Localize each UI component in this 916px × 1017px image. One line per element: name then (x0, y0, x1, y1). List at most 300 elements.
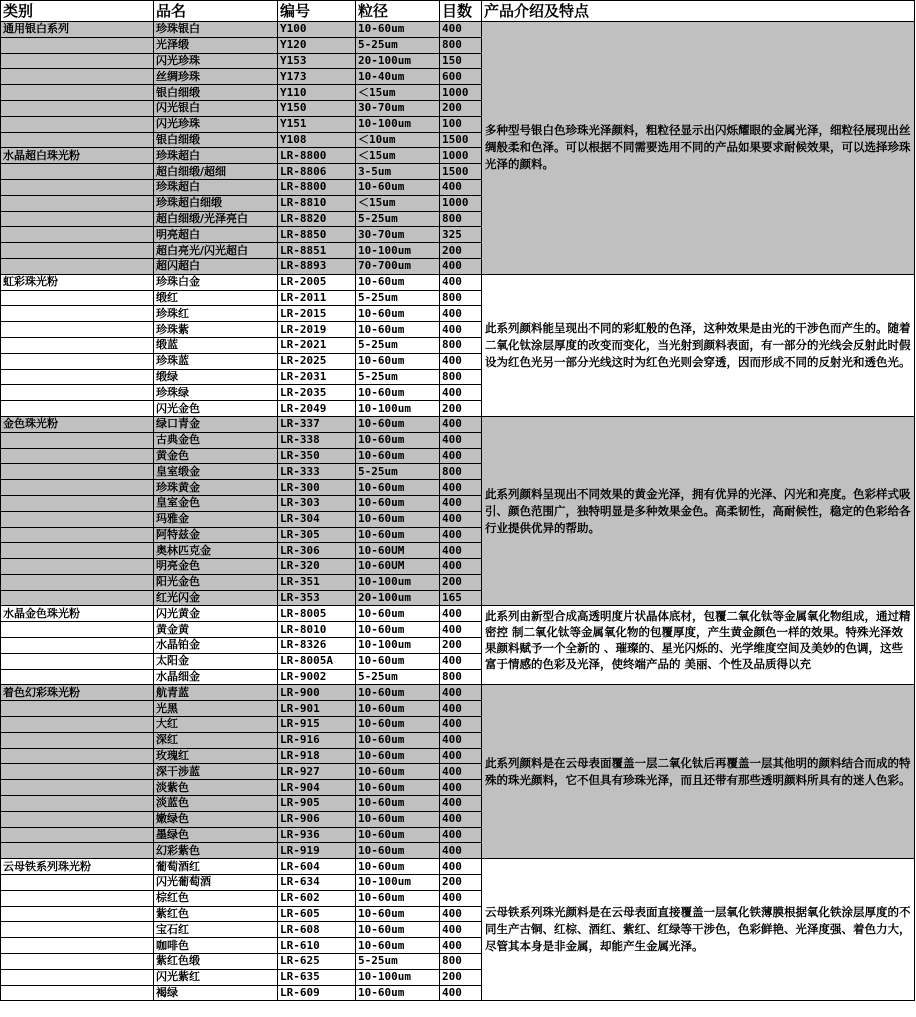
mesh-cell: 400 (440, 796, 482, 812)
mesh-cell: 400 (440, 495, 482, 511)
category-cell (1, 401, 154, 417)
category-cell: 金色珠光粉 (1, 416, 154, 432)
category-cell (1, 701, 154, 717)
particle-size-cell: 20-100um (356, 53, 440, 69)
mesh-cell: 1000 (440, 148, 482, 164)
table-row (1, 274, 915, 290)
category-cell (1, 732, 154, 748)
code-cell: LR-906 (278, 811, 356, 827)
category-cell: 水晶金色珠光粉 (1, 606, 154, 622)
code-cell: LR-2025 (278, 353, 356, 369)
mesh-cell: 800 (440, 669, 482, 685)
category-cell (1, 780, 154, 796)
category-cell (1, 764, 154, 780)
particle-size-cell: 10-60um (356, 22, 440, 38)
category-cell (1, 227, 154, 243)
mesh-cell: 400 (440, 811, 482, 827)
product-name-cell: 银白细缎 (154, 85, 278, 101)
header-code: 编号 (278, 1, 356, 22)
category-cell (1, 543, 154, 559)
mesh-cell: 1000 (440, 195, 482, 211)
description-cell: 此系列颜料是在云母表面覆盖一层二氧化钛后再覆盖一层其他明的颜料结合而成的特殊的珠光颜料，它不但具有珍珠光泽，而且还带有那些透明颜料所具有的迷人色彩。 (482, 685, 915, 859)
mesh-cell: 150 (440, 53, 482, 69)
mesh-cell: 600 (440, 69, 482, 85)
category-cell (1, 448, 154, 464)
product-name-cell: 阳光金色 (154, 574, 278, 590)
mesh-cell: 400 (440, 432, 482, 448)
particle-size-cell: 10-60UM (356, 543, 440, 559)
product-name-cell: 闪光紫红 (154, 969, 278, 985)
category-cell (1, 638, 154, 654)
header-description: 产品介绍及特点 (482, 1, 915, 22)
particle-size-cell: 10-60um (356, 780, 440, 796)
mesh-cell: 400 (440, 843, 482, 859)
product-name-cell: 紫红色缎 (154, 954, 278, 970)
product-name-cell: 珍珠绿 (154, 385, 278, 401)
mesh-cell: 400 (440, 511, 482, 527)
code-cell: LR-2011 (278, 290, 356, 306)
product-name-cell: 缎绿 (154, 369, 278, 385)
product-name-cell: 淡蓝色 (154, 796, 278, 812)
particle-size-cell: 5-25um (356, 464, 440, 480)
code-cell: LR-350 (278, 448, 356, 464)
particle-size-cell: ＜15um (356, 148, 440, 164)
code-cell: LR-337 (278, 416, 356, 432)
category-cell (1, 622, 154, 638)
mesh-cell: 800 (440, 337, 482, 353)
mesh-cell: 400 (440, 306, 482, 322)
mesh-cell: 400 (440, 717, 482, 733)
code-cell: LR-900 (278, 685, 356, 701)
category-cell (1, 811, 154, 827)
category-cell (1, 258, 154, 274)
mesh-cell: 800 (440, 290, 482, 306)
code-cell: LR-8005A (278, 653, 356, 669)
mesh-cell: 400 (440, 748, 482, 764)
particle-size-cell: 10-60um (356, 985, 440, 1001)
code-cell: LR-927 (278, 764, 356, 780)
product-name-cell: 奥林匹克金 (154, 543, 278, 559)
particle-size-cell: 10-60um (356, 890, 440, 906)
product-name-cell: 珍珠黄金 (154, 480, 278, 496)
product-name-cell: 超闪超白 (154, 258, 278, 274)
particle-size-cell: 5-25um (356, 290, 440, 306)
category-cell: 水晶超白珠光粉 (1, 148, 154, 164)
product-name-cell: 闪光银白 (154, 100, 278, 116)
mesh-cell: 400 (440, 890, 482, 906)
particle-size-cell: 10-60um (356, 432, 440, 448)
product-name-cell: 嫩绿色 (154, 811, 278, 827)
category-cell (1, 369, 154, 385)
mesh-cell: 800 (440, 369, 482, 385)
product-name-cell: 超白亮光/闪光超白 (154, 243, 278, 259)
code-cell: LR-9002 (278, 669, 356, 685)
product-name-cell: 皇室缎金 (154, 464, 278, 480)
code-cell: LR-610 (278, 938, 356, 954)
particle-size-cell: 10-60um (356, 685, 440, 701)
category-cell (1, 385, 154, 401)
category-cell (1, 37, 154, 53)
mesh-cell: 1500 (440, 132, 482, 148)
product-name-cell: 阿特兹金 (154, 527, 278, 543)
particle-size-cell: 10-60um (356, 843, 440, 859)
mesh-cell: 165 (440, 590, 482, 606)
product-name-cell: 缎红 (154, 290, 278, 306)
product-name-cell: 珍珠超白细缎 (154, 195, 278, 211)
code-cell: LR-2049 (278, 401, 356, 417)
code-cell: LR-936 (278, 827, 356, 843)
mesh-cell: 400 (440, 448, 482, 464)
product-name-cell: 珍珠超白 (154, 179, 278, 195)
mesh-cell: 400 (440, 559, 482, 575)
mesh-cell: 400 (440, 653, 482, 669)
category-cell (1, 985, 154, 1001)
code-cell: LR-918 (278, 748, 356, 764)
description-cell: 多种型号银白色珍珠光泽颜料，粗粒径显示出闪烁耀眼的金属光泽，细粒径展现出丝绸般柔和色泽。可以根据不同需要选用不同的产品如果要求耐候效果，可以选择珍珠光泽的颜料。 (482, 22, 915, 275)
code-cell: Y173 (278, 69, 356, 85)
category-cell (1, 495, 154, 511)
code-cell: Y150 (278, 100, 356, 116)
product-name-cell: 水晶细金 (154, 669, 278, 685)
particle-size-cell: 10-100um (356, 243, 440, 259)
category-cell (1, 843, 154, 859)
mesh-cell: 800 (440, 464, 482, 480)
description-cell: 此系列颜料呈现出不同效果的黄金光泽，拥有优异的光泽、闪光和亮度。色彩样式吸引、颜色范围广，独特明显是多种效果金色。高柔韧性，高耐候性，稳定的色彩给各行业提供优异的帮助。 (482, 416, 915, 606)
category-cell (1, 511, 154, 527)
product-name-cell: 明亮超白 (154, 227, 278, 243)
code-cell: Y153 (278, 53, 356, 69)
product-name-cell: 明亮金色 (154, 559, 278, 575)
particle-size-cell: 10-60um (356, 416, 440, 432)
mesh-cell: 400 (440, 922, 482, 938)
category-cell: 通用银白系列 (1, 22, 154, 38)
product-name-cell: 光黑 (154, 701, 278, 717)
product-name-cell: 珍珠紫 (154, 322, 278, 338)
product-name-cell: 褐绿 (154, 985, 278, 1001)
product-name-cell: 闪光黄金 (154, 606, 278, 622)
particle-size-cell: 10-60um (356, 322, 440, 338)
category-cell (1, 179, 154, 195)
mesh-cell: 400 (440, 258, 482, 274)
code-cell: LR-609 (278, 985, 356, 1001)
code-cell: LR-901 (278, 701, 356, 717)
mesh-cell: 400 (440, 322, 482, 338)
product-name-cell: 皇室金色 (154, 495, 278, 511)
code-cell: LR-604 (278, 859, 356, 875)
code-cell: LR-634 (278, 875, 356, 891)
category-cell (1, 875, 154, 891)
mesh-cell: 400 (440, 732, 482, 748)
particle-size-cell: 10-60UM (356, 559, 440, 575)
category-cell (1, 527, 154, 543)
particle-size-cell: 10-100um (356, 875, 440, 891)
product-name-cell: 超白细缎/超细 (154, 164, 278, 180)
header-mesh: 目数 (440, 1, 482, 22)
category-cell (1, 480, 154, 496)
code-cell: LR-320 (278, 559, 356, 575)
category-cell (1, 164, 154, 180)
product-name-cell: 深干涉蓝 (154, 764, 278, 780)
particle-size-cell: ＜15um (356, 85, 440, 101)
product-name-cell: 古典金色 (154, 432, 278, 448)
category-cell (1, 717, 154, 733)
product-name-cell: 闪光珍珠 (154, 53, 278, 69)
mesh-cell: 400 (440, 906, 482, 922)
particle-size-cell: ＜15um (356, 195, 440, 211)
category-cell (1, 322, 154, 338)
particle-size-cell: 10-60um (356, 385, 440, 401)
category-cell (1, 954, 154, 970)
particle-size-cell: 10-60um (356, 353, 440, 369)
mesh-cell: 400 (440, 622, 482, 638)
code-cell: LR-305 (278, 527, 356, 543)
mesh-cell: 400 (440, 985, 482, 1001)
category-cell (1, 69, 154, 85)
code-cell: LR-8850 (278, 227, 356, 243)
code-cell: LR-304 (278, 511, 356, 527)
product-name-cell: 玛雅金 (154, 511, 278, 527)
product-name-cell: 太阳金 (154, 653, 278, 669)
code-cell: LR-904 (278, 780, 356, 796)
product-name-cell: 珍珠蓝 (154, 353, 278, 369)
particle-size-cell: ＜10um (356, 132, 440, 148)
particle-size-cell: 10-60um (356, 732, 440, 748)
mesh-cell: 400 (440, 416, 482, 432)
description-cell: 此系列颜料能呈现出不同的彩虹般的色泽，这种效果是由光的干涉色而产生的。随着二氧化钛涂层厚度的改变而变化，当光射到颜料表面，有一部分的光线会反射此时假设为红色光另一部分光线这时为红色光则会穿透，因而形成不同的反射光和透色光。 (482, 274, 915, 416)
category-cell (1, 116, 154, 132)
code-cell: Y151 (278, 116, 356, 132)
mesh-cell: 400 (440, 543, 482, 559)
mesh-cell: 200 (440, 574, 482, 590)
code-cell: LR-2035 (278, 385, 356, 401)
description-cell: 云母铁系列珠光颜料是在云母表面直接覆盖一层氧化铁薄膜根据氧化铁涂层厚度的不同生产古铜、红棕、酒红、紫红、红绿等干涉色，色彩鲜艳、光泽度强、着色力大，尽管其本身是非金属，却能产生金属光泽。 (482, 859, 915, 1001)
particle-size-cell: 10-100um (356, 401, 440, 417)
code-cell: LR-2005 (278, 274, 356, 290)
category-cell (1, 653, 154, 669)
particle-size-cell: 10-60um (356, 622, 440, 638)
mesh-cell: 800 (440, 37, 482, 53)
particle-size-cell: 10-60um (356, 938, 440, 954)
code-cell: LR-303 (278, 495, 356, 511)
code-cell: LR-8005 (278, 606, 356, 622)
code-cell: Y120 (278, 37, 356, 53)
code-cell: LR-351 (278, 574, 356, 590)
particle-size-cell: 10-100um (356, 638, 440, 654)
code-cell: LR-8851 (278, 243, 356, 259)
mesh-cell: 400 (440, 859, 482, 875)
product-name-cell: 黄金色 (154, 448, 278, 464)
code-cell: LR-8806 (278, 164, 356, 180)
code-cell: LR-608 (278, 922, 356, 938)
product-name-cell: 超白细缎/光泽亮白 (154, 211, 278, 227)
product-name-cell: 黄金黄 (154, 622, 278, 638)
product-name-cell: 咖啡色 (154, 938, 278, 954)
code-cell: Y108 (278, 132, 356, 148)
category-cell (1, 195, 154, 211)
category-cell (1, 243, 154, 259)
category-cell (1, 211, 154, 227)
code-cell: Y100 (278, 22, 356, 38)
category-cell (1, 796, 154, 812)
particle-size-cell: 5-25um (356, 669, 440, 685)
code-cell: LR-905 (278, 796, 356, 812)
header-product-name: 品名 (154, 1, 278, 22)
mesh-cell: 200 (440, 243, 482, 259)
category-cell (1, 559, 154, 575)
particle-size-cell: 10-60um (356, 653, 440, 669)
particle-size-cell: 5-25um (356, 369, 440, 385)
table-body (1, 22, 915, 1001)
table-row (1, 685, 915, 701)
particle-size-cell: 10-60um (356, 448, 440, 464)
code-cell: LR-333 (278, 464, 356, 480)
category-cell (1, 53, 154, 69)
mesh-cell: 200 (440, 638, 482, 654)
code-cell: LR-2015 (278, 306, 356, 322)
particle-size-cell: 10-60um (356, 480, 440, 496)
mesh-cell: 200 (440, 401, 482, 417)
category-cell (1, 890, 154, 906)
mesh-cell: 400 (440, 274, 482, 290)
particle-size-cell: 10-100um (356, 969, 440, 985)
code-cell: LR-353 (278, 590, 356, 606)
category-cell (1, 353, 154, 369)
category-cell (1, 669, 154, 685)
particle-size-cell: 10-60um (356, 811, 440, 827)
product-name-cell: 绿口青金 (154, 416, 278, 432)
product-name-cell: 深红 (154, 732, 278, 748)
category-cell (1, 969, 154, 985)
product-name-cell: 光泽缎 (154, 37, 278, 53)
code-cell: LR-8010 (278, 622, 356, 638)
code-cell: LR-2019 (278, 322, 356, 338)
particle-size-cell: 10-60um (356, 495, 440, 511)
mesh-cell: 400 (440, 353, 482, 369)
particle-size-cell: 5-25um (356, 211, 440, 227)
product-name-cell: 红光闪金 (154, 590, 278, 606)
category-cell: 云母铁系列珠光粉 (1, 859, 154, 875)
particle-size-cell: 10-60um (356, 796, 440, 812)
particle-size-cell: 10-60um (356, 717, 440, 733)
mesh-cell: 200 (440, 100, 482, 116)
table-row (1, 606, 915, 622)
header-row (1, 1, 915, 22)
code-cell: LR-605 (278, 906, 356, 922)
mesh-cell: 1000 (440, 85, 482, 101)
particle-size-cell: 10-60um (356, 748, 440, 764)
code-cell: LR-8800 (278, 148, 356, 164)
category-cell (1, 337, 154, 353)
code-cell: LR-2031 (278, 369, 356, 385)
table-row (1, 859, 915, 875)
particle-size-cell: 5-25um (356, 337, 440, 353)
particle-size-cell: 10-60um (356, 306, 440, 322)
product-name-cell: 珍珠超白 (154, 148, 278, 164)
code-cell: LR-602 (278, 890, 356, 906)
table-row (1, 22, 915, 38)
mesh-cell: 400 (440, 480, 482, 496)
category-cell (1, 590, 154, 606)
code-cell: LR-8893 (278, 258, 356, 274)
product-name-cell: 闪光金色 (154, 401, 278, 417)
table-row (1, 416, 915, 432)
category-cell (1, 748, 154, 764)
mesh-cell: 400 (440, 938, 482, 954)
category-cell (1, 100, 154, 116)
category-cell (1, 574, 154, 590)
product-name-cell: 航青蓝 (154, 685, 278, 701)
header-category: 类别 (1, 1, 154, 22)
header-particle-size: 粒径 (356, 1, 440, 22)
particle-size-cell: 10-60um (356, 701, 440, 717)
product-name-cell: 大红 (154, 717, 278, 733)
particle-size-cell: 10-60um (356, 906, 440, 922)
code-cell: LR-8810 (278, 195, 356, 211)
category-cell (1, 85, 154, 101)
category-cell (1, 306, 154, 322)
particle-size-cell: 10-60um (356, 179, 440, 195)
mesh-cell: 325 (440, 227, 482, 243)
mesh-cell: 400 (440, 764, 482, 780)
mesh-cell: 400 (440, 780, 482, 796)
category-cell: 着色幻彩珠光粉 (1, 685, 154, 701)
category-cell (1, 906, 154, 922)
particle-size-cell: 10-60um (356, 274, 440, 290)
product-name-cell: 珍珠白金 (154, 274, 278, 290)
particle-size-cell: 70-700um (356, 258, 440, 274)
category-cell (1, 922, 154, 938)
particle-size-cell: 5-25um (356, 37, 440, 53)
code-cell: LR-8800 (278, 179, 356, 195)
product-name-cell: 丝绸珍珠 (154, 69, 278, 85)
code-cell: LR-8820 (278, 211, 356, 227)
product-name-cell: 珍珠红 (154, 306, 278, 322)
product-name-cell: 珍珠银白 (154, 22, 278, 38)
particle-size-cell: 20-100um (356, 590, 440, 606)
particle-size-cell: 10-60um (356, 922, 440, 938)
code-cell: LR-635 (278, 969, 356, 985)
particle-size-cell: 10-60um (356, 859, 440, 875)
mesh-cell: 400 (440, 827, 482, 843)
particle-size-cell: 10-60um (356, 827, 440, 843)
product-name-cell: 闪光珍珠 (154, 116, 278, 132)
code-cell: LR-916 (278, 732, 356, 748)
category-cell (1, 290, 154, 306)
category-cell (1, 938, 154, 954)
particle-size-cell: 30-70um (356, 100, 440, 116)
code-cell: LR-300 (278, 480, 356, 496)
mesh-cell: 800 (440, 211, 482, 227)
particle-size-cell: 10-60um (356, 511, 440, 527)
product-name-cell: 闪光葡萄酒 (154, 875, 278, 891)
mesh-cell: 100 (440, 116, 482, 132)
mesh-cell: 400 (440, 385, 482, 401)
product-name-cell: 银白细缎 (154, 132, 278, 148)
mesh-cell: 1500 (440, 164, 482, 180)
mesh-cell: 400 (440, 527, 482, 543)
code-cell: LR-919 (278, 843, 356, 859)
category-cell (1, 432, 154, 448)
particle-size-cell: 10-60um (356, 764, 440, 780)
mesh-cell: 400 (440, 685, 482, 701)
particle-size-cell: 10-100um (356, 574, 440, 590)
particle-size-cell: 10-40um (356, 69, 440, 85)
product-name-cell: 幻彩紫色 (154, 843, 278, 859)
code-cell: LR-625 (278, 954, 356, 970)
code-cell: Y110 (278, 85, 356, 101)
code-cell: LR-2021 (278, 337, 356, 353)
mesh-cell: 400 (440, 179, 482, 195)
